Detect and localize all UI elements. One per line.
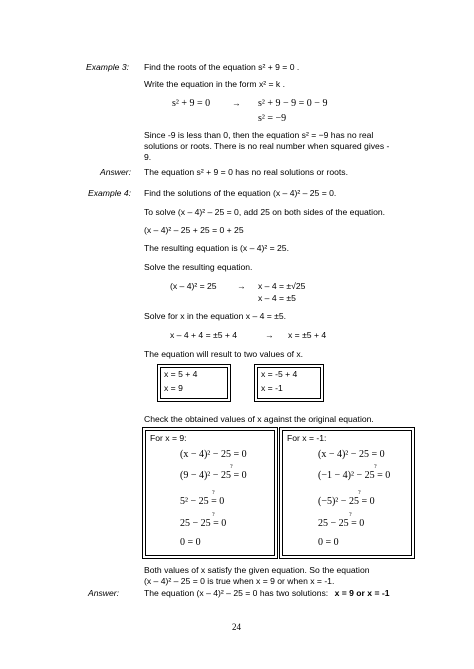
ex4-line4: The resulting equation is (x – 4)² = 25. — [144, 243, 289, 253]
check-xneg1-line5: 0 = 0 — [318, 537, 339, 548]
check-x9-q3: ? — [212, 490, 215, 496]
check-x9-line2: (9 − 4)² − 25 = 0 — [180, 470, 247, 481]
ex4-solve-left: (x – 4)² = 25 — [170, 281, 217, 291]
example-3-label: Example 3: — [86, 62, 129, 72]
ex3-step-right1: s² + 9 − 9 = 0 − 9 — [258, 98, 328, 109]
check-x9-line5: 0 = 0 — [180, 537, 201, 548]
ex3-answer-label: Answer: — [100, 167, 132, 177]
ex3-step-left: s² + 9 = 0 — [172, 98, 211, 109]
check-x9-line3: 5² − 25 = 0 — [180, 496, 225, 507]
ex4-answer-label: Answer: — [88, 588, 120, 598]
ex3-step-right2: s² = −9 — [258, 113, 287, 124]
page-number: 24 — [232, 622, 241, 632]
ex4-answer-text: The equation (x – 4)² – 25 = 0 has two solutions: — [144, 588, 329, 598]
ex4-line7-arrow: → — [265, 330, 274, 340]
ex4-line1: Find the solutions of the equation (x – 4)² – 25 = 0. — [144, 188, 337, 198]
ex4-line7a: x – 4 + 4 = ±5 + 4 — [170, 330, 238, 340]
ex4-answer — [144, 588, 390, 599]
ex4-line5: Solve the resulting equation. — [144, 262, 253, 272]
check-xneg1-head: For x = -1: — [287, 433, 327, 443]
check-xneg1-line2: (−1 − 4)² − 25 = 0 — [318, 470, 391, 481]
ex3-since1: Since -9 is less than 0, then the equation s² = −9 has no real — [144, 130, 374, 140]
check-xneg1-q2: ? — [374, 464, 377, 470]
ex4-line7b: x = ±5 + 4 — [288, 330, 327, 340]
check-x9-q2: ? — [230, 464, 233, 470]
ex4-answer-solutions: x = 9 or x = -1 — [334, 588, 390, 598]
ex4-both2: (x – 4)² – 25 = 0 is true when x = 9 or when x = -1. — [144, 576, 335, 586]
ex4-check: Check the obtained values of x against the original equation. — [144, 414, 374, 424]
check-x9-line1: (x − 4)² − 25 = 0 — [180, 449, 247, 460]
ex3-line2: Write the equation in the form x² = k . — [144, 79, 285, 89]
ex4-solve-r1: x – 4 = ±√25 — [258, 281, 306, 291]
ex3-since3: 9. — [144, 152, 152, 162]
example-4-label: Example 4: — [88, 188, 131, 198]
ex4-solve-arrow: → — [237, 281, 246, 291]
ex3-since2: solutions or roots. There is no real number when squared gives - — [144, 141, 390, 151]
check-xneg1-line1: (x − 4)² − 25 = 0 — [318, 449, 385, 460]
ex4-line8: The equation will result to two values of x. — [144, 349, 304, 359]
ex4-line3: (x – 4)² – 25 + 25 = 0 + 25 — [144, 225, 244, 235]
result-box-2-line1: x = -5 + 4 — [261, 369, 298, 379]
result-box-2-line2: x = -1 — [261, 383, 283, 393]
ex4-both1: Both values of x satisfy the given equation. So the equation — [144, 565, 370, 575]
check-x9-q4: ? — [212, 512, 215, 518]
ex4-line6: Solve for x in the equation x – 4 = ±5. — [144, 311, 287, 321]
ex3-arrow: → — [232, 98, 241, 108]
ex3-line1: Find the roots of the equation s² + 9 = 0 . — [144, 62, 300, 72]
check-x9-line4: 25 − 25 = 0 — [180, 518, 227, 529]
check-xneg1-q4: ? — [349, 512, 352, 518]
result-box-1-line1: x = 5 + 4 — [164, 369, 198, 379]
check-xneg1-line4: 25 − 25 = 0 — [318, 518, 365, 529]
ex3-answer: The equation s² + 9 = 0 has no real solutions or roots. — [144, 167, 348, 177]
ex4-line2: To solve (x – 4)² – 25 = 0, add 25 on both sides of the equation. — [144, 207, 386, 217]
ex4-solve-r2: x – 4 = ±5 — [258, 293, 296, 303]
check-xneg1-q3: ? — [358, 490, 361, 496]
check-x9-head: For x = 9: — [150, 433, 187, 443]
result-box-1-line2: x = 9 — [164, 383, 183, 393]
check-xneg1-line3: (−5)² − 25 = 0 — [318, 496, 375, 507]
